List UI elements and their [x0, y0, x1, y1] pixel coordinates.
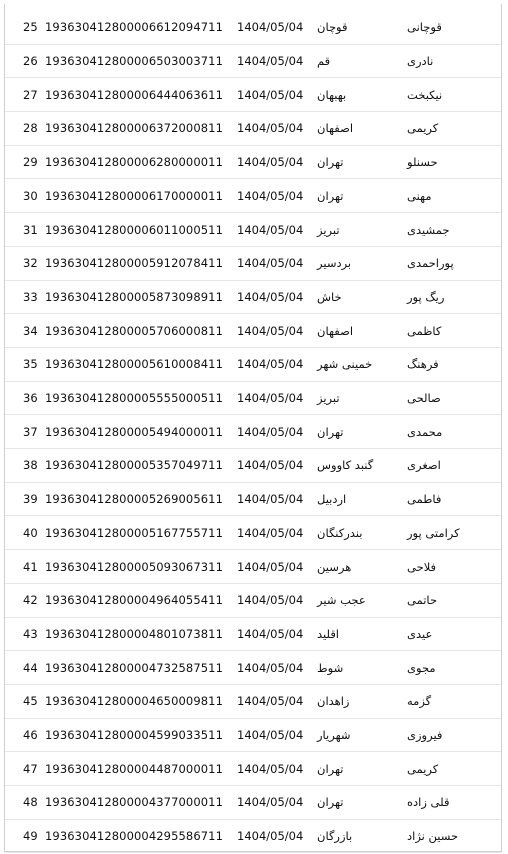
row-number: 28 [23, 121, 38, 136]
table-row [5, 281, 501, 315]
city-cell: تهران [317, 795, 344, 810]
date-cell: 1404/05/04 [237, 728, 304, 743]
table-row [5, 348, 501, 382]
table-row [5, 685, 501, 719]
date-cell: 1404/05/04 [237, 829, 304, 844]
city-cell: تبریز [317, 391, 340, 406]
surname-cell: ریگ پور [407, 289, 445, 304]
city-cell: اردبیل [317, 492, 347, 507]
tracking-code: 193630412800005912078411 [45, 256, 223, 271]
date-cell: 1404/05/04 [237, 121, 304, 136]
city-cell: بندرکنگان [317, 525, 363, 540]
date-cell: 1404/05/04 [237, 761, 304, 776]
row-number: 35 [23, 357, 38, 372]
row-number: 39 [23, 492, 38, 507]
city-cell: تهران [317, 761, 344, 776]
surname-cell: مهنی [407, 188, 432, 203]
date-cell: 1404/05/04 [237, 626, 304, 641]
surname-cell: حسین نژاد [407, 829, 459, 844]
tracking-code: 193630412800005269005611 [45, 492, 223, 507]
row-number: 37 [23, 424, 38, 439]
tracking-code: 193630412800004377000011 [45, 795, 223, 810]
row-number: 26 [23, 54, 38, 69]
surname-cell: مجوی [407, 660, 436, 675]
date-cell: 1404/05/04 [237, 391, 304, 406]
table-row [5, 11, 501, 45]
date-cell: 1404/05/04 [237, 323, 304, 338]
surname-cell: عیدی [407, 626, 433, 641]
city-cell: زاهدان [317, 694, 350, 709]
tracking-code: 193630412800004295586711 [45, 829, 223, 844]
table-row [5, 517, 501, 551]
tracking-code: 193630412800005167755711 [45, 525, 223, 540]
tracking-code: 193630412800004650009811 [45, 694, 223, 709]
surname-cell: صالحی [407, 391, 441, 406]
city-cell: خاش [317, 289, 342, 304]
date-cell: 1404/05/04 [237, 593, 304, 608]
table-row [5, 550, 501, 584]
table-row [5, 618, 501, 652]
date-cell: 1404/05/04 [237, 20, 304, 35]
surname-cell: اصغری [407, 458, 441, 473]
row-number: 41 [23, 559, 38, 574]
city-cell: شوط [317, 660, 344, 675]
row-number: 43 [23, 626, 38, 641]
records-table [4, 4, 502, 852]
table-row [5, 820, 501, 854]
row-number: 32 [23, 256, 38, 271]
date-cell: 1404/05/04 [237, 458, 304, 473]
row-number: 49 [23, 829, 38, 844]
row-number: 47 [23, 761, 38, 776]
table-row [5, 415, 501, 449]
city-cell: بازرگان [317, 829, 353, 844]
table-row [5, 146, 501, 180]
row-number: 45 [23, 694, 38, 709]
row-number: 34 [23, 323, 38, 338]
row-number: 33 [23, 289, 38, 304]
surname-cell: کرامتی پور [407, 525, 460, 540]
date-cell: 1404/05/04 [237, 256, 304, 271]
tracking-code: 193630412800005494000011 [45, 424, 223, 439]
city-cell: اصفهان [317, 323, 354, 338]
city-cell: تهران [317, 188, 344, 203]
date-cell: 1404/05/04 [237, 694, 304, 709]
date-cell: 1404/05/04 [237, 155, 304, 170]
surname-cell: کریمی [407, 121, 439, 136]
tracking-code: 193630412800006612094711 [45, 20, 223, 35]
row-number: 38 [23, 458, 38, 473]
date-cell: 1404/05/04 [237, 357, 304, 372]
row-number: 46 [23, 728, 38, 743]
table-row [5, 449, 501, 483]
surname-cell: قلی زاده [407, 795, 450, 810]
surname-cell: فرهنگ [407, 357, 439, 372]
city-cell: تهران [317, 424, 344, 439]
date-cell: 1404/05/04 [237, 525, 304, 540]
tracking-code: 193630412800005873098911 [45, 289, 223, 304]
date-cell: 1404/05/04 [237, 660, 304, 675]
city-cell: قم [317, 54, 331, 69]
city-cell: شهریار [317, 728, 351, 743]
table-row [5, 78, 501, 112]
surname-cell: نادری [407, 54, 434, 69]
surname-cell: فاطمی [407, 492, 442, 507]
surname-cell: قوچانی [407, 20, 442, 35]
table-row [5, 382, 501, 416]
surname-cell: فیروزی [407, 728, 443, 743]
date-cell: 1404/05/04 [237, 492, 304, 507]
city-cell: خمینی شهر [317, 357, 373, 372]
date-cell: 1404/05/04 [237, 222, 304, 237]
row-number: 30 [23, 188, 38, 203]
table-row [5, 584, 501, 618]
surname-cell: نیکبخت [407, 87, 443, 102]
row-number: 40 [23, 525, 38, 540]
city-cell: اقلید [317, 626, 340, 641]
tracking-code: 193630412800006444063611 [45, 87, 223, 102]
table-row [5, 247, 501, 281]
tracking-code: 193630412800005610008411 [45, 357, 223, 372]
city-cell: گنبد کاووس [317, 458, 374, 473]
city-cell: قوچان [317, 20, 348, 35]
table-row [5, 180, 501, 214]
table-row [5, 752, 501, 786]
surname-cell: گزمه [407, 694, 432, 709]
surname-cell: پوراحمدی [407, 256, 454, 271]
table-row [5, 112, 501, 146]
tracking-code: 193630412800004599033511 [45, 728, 223, 743]
tracking-code: 193630412800004964055411 [45, 593, 223, 608]
table-row [5, 213, 501, 247]
tracking-code: 193630412800006011000511 [45, 222, 223, 237]
row-number: 29 [23, 155, 38, 170]
surname-cell: حسنلو [407, 155, 438, 170]
date-cell: 1404/05/04 [237, 559, 304, 574]
surname-cell: کریمی [407, 761, 439, 776]
tracking-code: 193630412800004487000011 [45, 761, 223, 776]
row-number: 42 [23, 593, 38, 608]
table-row [5, 786, 501, 820]
tracking-code: 193630412800005555000511 [45, 391, 223, 406]
city-cell: تبریز [317, 222, 340, 237]
date-cell: 1404/05/04 [237, 188, 304, 203]
date-cell: 1404/05/04 [237, 87, 304, 102]
table-row [5, 719, 501, 753]
date-cell: 1404/05/04 [237, 289, 304, 304]
tracking-code: 193630412800005093067311 [45, 559, 223, 574]
surname-cell: محمدی [407, 424, 443, 439]
row-number: 36 [23, 391, 38, 406]
city-cell: هرسین [317, 559, 352, 574]
tracking-code: 193630412800004801073811 [45, 626, 223, 641]
table-row [5, 651, 501, 685]
row-number: 48 [23, 795, 38, 810]
tracking-code: 193630412800004732587511 [45, 660, 223, 675]
table-row [5, 483, 501, 517]
date-cell: 1404/05/04 [237, 795, 304, 810]
city-cell: عجب شیر [317, 593, 366, 608]
city-cell: بهبهان [317, 87, 347, 102]
table-row [5, 45, 501, 79]
row-number: 31 [23, 222, 38, 237]
surname-cell: حاتمی [407, 593, 438, 608]
table-row [5, 314, 501, 348]
row-number: 44 [23, 660, 38, 675]
city-cell: بردسیر [317, 256, 352, 271]
tracking-code: 193630412800006170000011 [45, 188, 223, 203]
date-cell: 1404/05/04 [237, 424, 304, 439]
row-number: 25 [23, 20, 38, 35]
surname-cell: کاظمی [407, 323, 442, 338]
tracking-code: 193630412800006503003711 [45, 54, 223, 69]
surname-cell: جمشیدی [407, 222, 450, 237]
tracking-code: 193630412800005357049711 [45, 458, 223, 473]
tracking-code: 193630412800006372000811 [45, 121, 223, 136]
tracking-code: 193630412800006280000011 [45, 155, 223, 170]
surname-cell: فلاحی [407, 559, 437, 574]
date-cell: 1404/05/04 [237, 54, 304, 69]
row-number: 27 [23, 87, 38, 102]
city-cell: تهران [317, 155, 344, 170]
city-cell: اصفهان [317, 121, 354, 136]
tracking-code: 193630412800005706000811 [45, 323, 223, 338]
